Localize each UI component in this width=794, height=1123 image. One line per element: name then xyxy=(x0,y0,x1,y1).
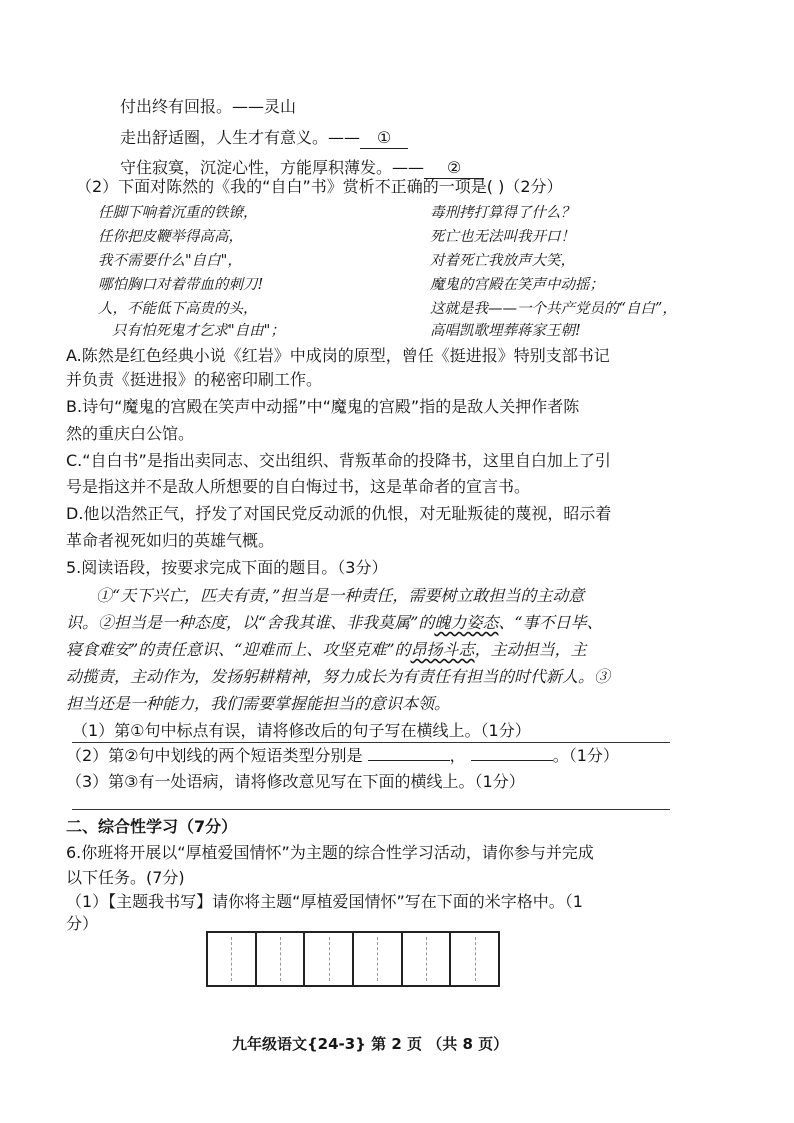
answer-blank-phrase-2[interactable] xyxy=(471,760,553,761)
page-footer: 九年级语文{24-3} 第 2 页 （共 8 页） xyxy=(232,1035,509,1053)
q6-line-2: 以下任务。(7分) xyxy=(66,868,185,887)
grid-cell[interactable] xyxy=(257,933,306,985)
passage-line-5: 担当还是一种能力，我们需要掌握能担当的意识本领。 xyxy=(66,694,451,713)
q5-sub3: （3）第③有一处语病，请将修改意见写在下面的横线上。（1分） xyxy=(66,772,525,791)
q6-sub1-line-1: （1）【主题我书写】请你将主题“厚植爱国情怀”写在下面的米字格中。（1 xyxy=(66,892,583,911)
q6-sub1-line-2: 分） xyxy=(66,914,99,933)
option-a-2: 并负责《挺进报》的秘密印刷工作。 xyxy=(66,370,323,389)
answer-line-3[interactable] xyxy=(72,809,670,810)
grid-cell[interactable] xyxy=(451,933,498,985)
poem-left-2: 任你把皮鞭举得高高， xyxy=(98,229,243,245)
poem-right-2: 死亡也无法叫我开口！ xyxy=(430,229,575,245)
passage-line-4: 动揽责，主动作为，发扬躬耕精神，努力成长为有责任有担当的时代新人。③ xyxy=(66,667,611,686)
option-b-1: B.诗句“魔鬼的宫殿在笑声中动摇”中“魔鬼的宫殿”指的是敌人关押作者陈 xyxy=(66,397,580,416)
poem-left-4: 哪怕胸口对着带血的刺刀! xyxy=(98,277,264,293)
poem-left-5: 人，不能低下高贵的头， xyxy=(98,301,258,317)
quote-line-3: 守住寂寞，沉淀心性，方能厚积薄发。—— ② xyxy=(120,158,484,179)
poem-right-5: 这就是我——一个共产党员的“自白”， xyxy=(430,301,677,317)
answer-blank-phrase-1[interactable] xyxy=(368,760,450,761)
poem-left-1: 任脚下响着沉重的铁镣， xyxy=(98,205,258,221)
q5-sub2: （2）第②句中划线的两个短语类型分别是 ， 。（1分） xyxy=(66,746,619,765)
underlined-phrase-2: 昂扬斗志 xyxy=(410,640,475,659)
grid-cell[interactable] xyxy=(403,933,452,985)
option-c-1: C.“自白书”是指出卖同志、交出组织、背叛革命的投降书，这里自白加上了引 xyxy=(66,451,611,470)
poem-right-4: 魔鬼的宫殿在笑声中动摇； xyxy=(430,277,604,293)
passage-line-1: ①“天下兴亡，匹夫有责，”担当是一种责任，需要树立敢担当的主动意 xyxy=(96,586,585,605)
poem-right-3: 对着死亡我放声大笑， xyxy=(430,253,575,269)
section-heading: 二、综合性学习（7分） xyxy=(66,817,238,836)
answer-line-1[interactable] xyxy=(72,742,670,743)
poem-right-6: 高唱凯歌埋葬蒋家王朝! xyxy=(430,323,581,339)
writing-grid xyxy=(206,931,500,987)
q5-stem: 5.阅读语段，按要求完成下面的题目。（3分） xyxy=(66,558,388,577)
answer-blank-1[interactable]: ① xyxy=(360,128,408,149)
option-d-1: D.他以浩然正气，抒发了对国民党反动派的仇恨，对无耻叛徒的蔑视，昭示着 xyxy=(66,504,612,523)
option-b-2: 然的重庆白公馆。 xyxy=(66,424,195,443)
q5-sub1: （1）第①句中标点有误，请将修改后的句子写在横线上。（1分） xyxy=(72,721,531,740)
option-c-2: 号是指这并不是敌人所想要的自白悔过书，这是革命者的宣言书。 xyxy=(66,477,531,496)
quote-line-1: 付出终有回报。——灵山 xyxy=(120,97,297,116)
poem-left-6: 只有怕死鬼才乞求"自由"； xyxy=(112,323,285,339)
passage-line-3: 寝食难安”的责任意识、“迎难而上、攻坚克难”的昂扬斗志，主动担当，主 xyxy=(66,640,587,659)
grid-cell[interactable] xyxy=(354,933,403,985)
poem-left-3: 我不需要什么"自白"， xyxy=(98,253,242,269)
q6-line-1: 6.你班将开展以“厚植爱国情怀”为主题的综合性学习活动，请你参与并完成 xyxy=(66,843,594,862)
option-a-1: A.陈然是红色经典小说《红岩》中成岗的原型，曾任《挺进报》特别支部书记 xyxy=(66,346,610,365)
grid-cell[interactable] xyxy=(208,933,257,985)
passage-line-2: 识。②担当是一种态度，以“舍我其谁、非我莫属”的魄力姿态、“事不日毕、 xyxy=(66,613,603,632)
q2-stem: （2）下面对陈然的《我的“自白”书》赏析不正确的一项是( )（2分） xyxy=(76,177,563,196)
underlined-phrase-1: 魄力姿态 xyxy=(434,613,499,632)
answer-blank-2[interactable]: ② xyxy=(424,158,484,179)
option-d-2: 革命者视死如归的英雄气概。 xyxy=(66,531,275,550)
grid-cell[interactable] xyxy=(305,933,354,985)
quote-line-2: 走出舒适圈，人生才有意义。—— ① xyxy=(120,128,408,149)
poem-right-1: 毒刑拷打算得了什么？ xyxy=(430,205,575,221)
